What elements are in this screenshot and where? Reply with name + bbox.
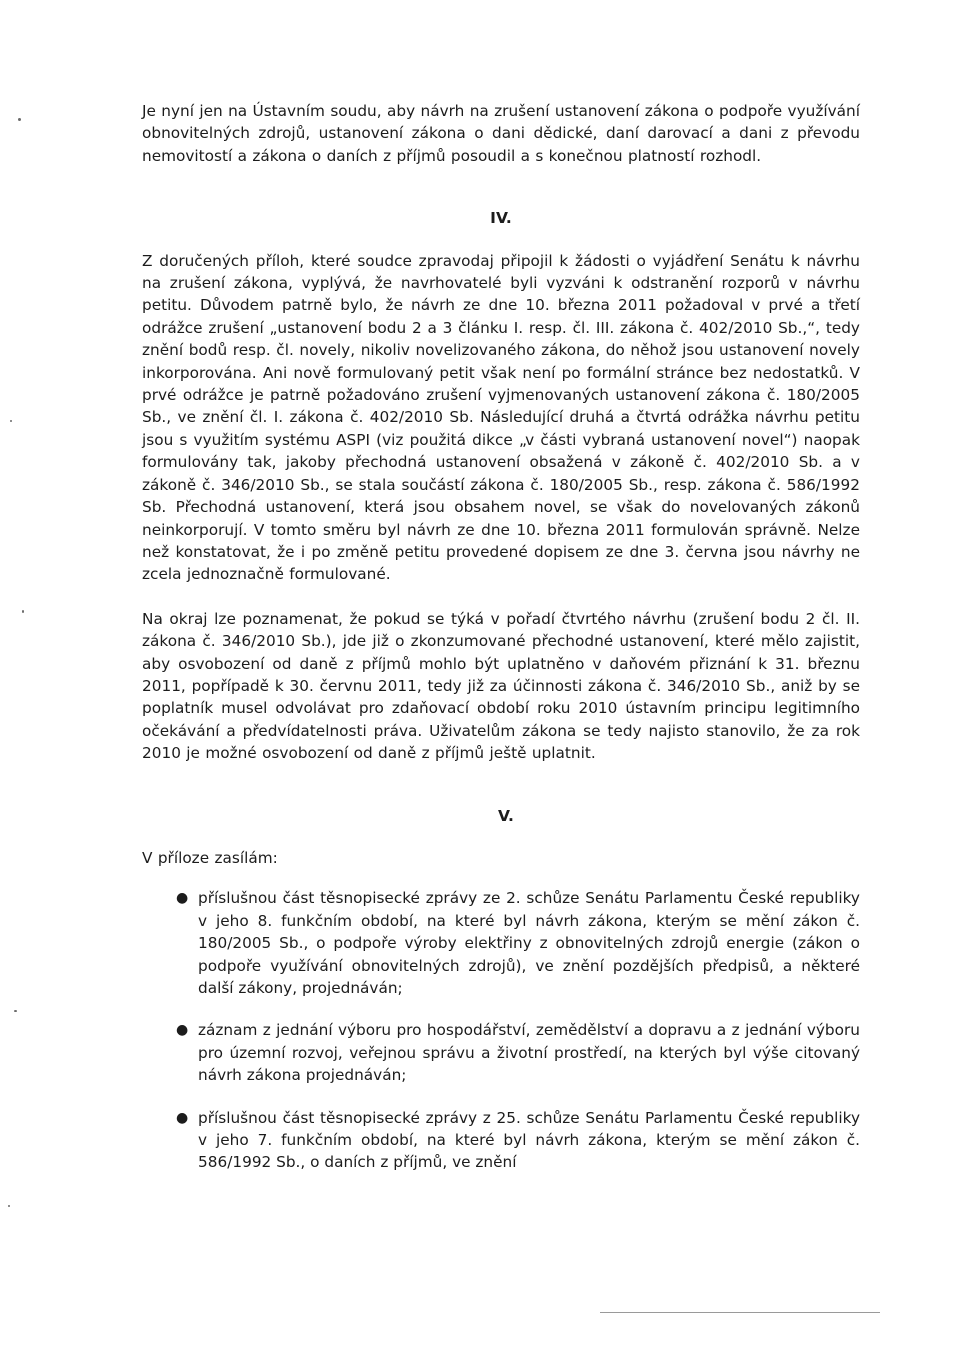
attachments-lead: V příloze zasílám: bbox=[142, 848, 278, 867]
attachments-list bbox=[142, 887, 860, 1173]
document-body bbox=[142, 100, 860, 1194]
section-iv-paragraph: Z doručených příloh, které soudce zpravodaj připojil k žádosti o vyjádření Senátu k návrhu na zrušení zákona, vyplývá, že navrhovatelé byli vyzváni k odstranění rozporů v návrhu petitu. Důvodem patrně bylo, že návrh ze dne 10. března 2011 požadoval v prvé a třetí odrážce zrušení „ustanovení bodu 2 a 3 článku I. resp. čl. III. zákona č. 402/2010 Sb.,“, tedy znění bodů resp. čl. novely, nikoliv novelizovaného zákona, do něhož jsou ustanovení novely inkorporována. Ani nově formulovaný petit však není po formální stránce bez nedostatků. V prvé odrážce je patrně požadováno zrušení vyjmenovaných ustanovení zákona č. 180/2005 Sb., ve znění čl. I. zákona č. 402/2010 Sb. Následující druhá a čtvrtá odrážka návrhu petitu jsou s využitím systému ASPI (viz použitá dikce „v části vybraná ustanovení novel“) naopak formulovány tak, jakoby přechodná ustanovení obsažená v zákoně č. 402/2010 Sb. a v zákoně č. 346/2010 Sb., se stala součástí zákona č. 180/2005 Sb., resp. zákona č. 586/1992 Sb. Přechodná ustanovení, která jsou obsahem novel, se však do novelovaných zákonů neinkorporují. V tomto směru byl návrh ze dne 10. března 2011 formulován správně. Nelze než konstatovat, že i po změně petitu provedené dopisem ze dne 3. června jsou návrhy ne zcela jednoznačně formulované. bbox=[142, 251, 860, 584]
scan-speck bbox=[10, 420, 12, 422]
list-item bbox=[174, 887, 860, 999]
list-item bbox=[174, 1107, 860, 1174]
bullet-icon: ● bbox=[176, 1022, 189, 1039]
scan-speck bbox=[14, 1010, 17, 1012]
section-iv-heading: IV. bbox=[490, 209, 512, 228]
scan-speck bbox=[22, 610, 24, 613]
bullet-icon: ● bbox=[176, 890, 189, 907]
scan-line bbox=[600, 1312, 880, 1313]
list-item-text: příslušnou část těsnopisecké zprávy z 25. schůze Senátu Parlamentu České republiky v jeho 7. funkčním období, na které byl návrh zákona, kterým se mění zákon č. 586/1992 Sb., o daních z příjmů, ve znění bbox=[198, 1108, 860, 1172]
scan-speck bbox=[8, 1205, 10, 1207]
scan-speck bbox=[18, 118, 21, 121]
list-item bbox=[174, 1019, 860, 1086]
section-v-heading: V. bbox=[498, 806, 514, 825]
bullet-icon: ● bbox=[176, 1109, 189, 1126]
margin-note-paragraph: Na okraj lze poznamenat, že pokud se týká v pořadí čtvrtého návrhu (zrušení bodu 2 čl. II. zákona č. 346/2010 Sb.), jde již o zkonzumované přechodné ustanovení, které mělo zajistit, aby osvobození od daně z příjmů mohlo být uplatněno v daňovém přiznání k 31. březnu 2011, popřípadě k 30. červnu 2011, tedy již za účinnosti zákona č. 346/2010 Sb., aniž by se poplatník musel odvolávat pro zdaňovací období roku 2010 ústavním principu legitimního očekávání a předvídatelnosti práva. Uživatelům zákona se tedy najisto stanovilo, že za rok 2010 je možné osvobození od daně z příjmů ještě uplatnit. bbox=[142, 609, 860, 763]
list-item-text: příslušnou část těsnopisecké zprávy ze 2. schůze Senátu Parlamentu České republiky v jeho 8. funkčním období, na které byl návrh zákona, kterým se mění zákon č. 180/2005 Sb., o podpoře výroby elektřiny z obnovitelných zdrojů energie (zákon o podpoře využívání obnovitelných zdrojů), ve znění pozdějších předpisů, a některé další zákony, projednáván; bbox=[198, 889, 860, 997]
list-item-text: záznam z jednání výboru pro hospodářství, zemědělství a dopravu a z jednání výboru pro územní rozvoj, veřejnou správu a životní prostředí, na kterých byl výše citovaný návrh zákona projednáván; bbox=[198, 1021, 860, 1085]
intro-paragraph: Je nyní jen na Ústavním soudu, aby návrh na zrušení ustanovení zákona o podpoře využívání obnovitelných zdrojů, ustanovení zákona o dani dědické, daní darovací a dani z převodu nemovitostí a zákona o daních z příjmů posoudil a s konečnou platností rozhodl. bbox=[142, 102, 860, 165]
